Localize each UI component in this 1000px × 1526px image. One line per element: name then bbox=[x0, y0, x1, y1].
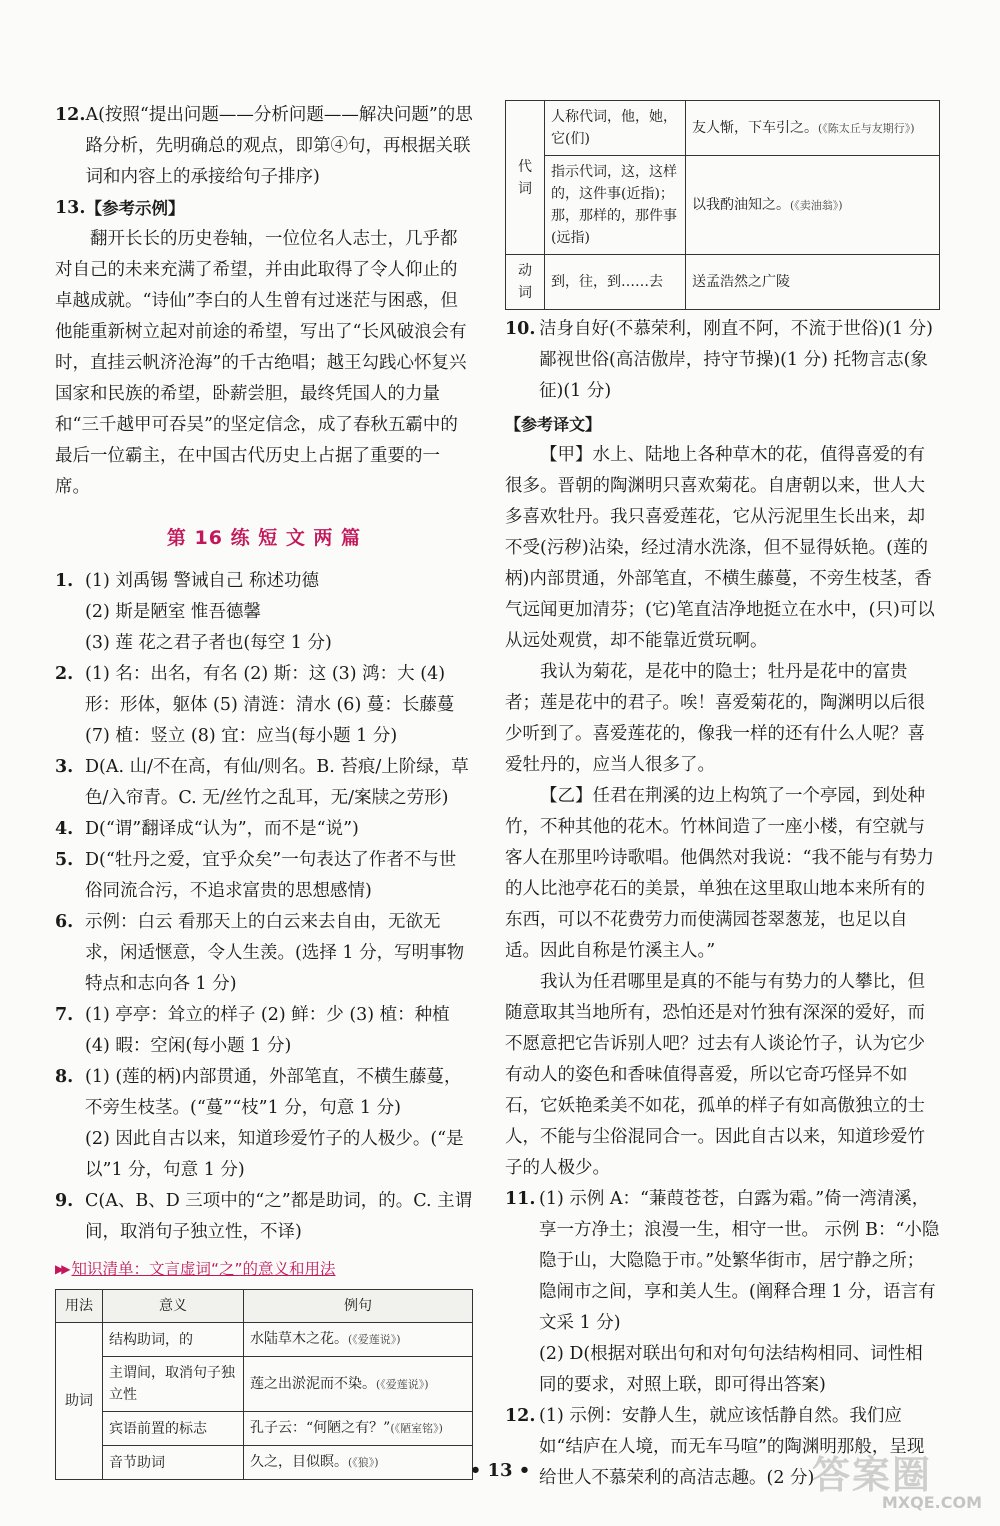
table-row bbox=[56, 1412, 473, 1446]
answer-10 bbox=[505, 314, 940, 407]
answer-number: 12. bbox=[55, 105, 86, 125]
answer-text: D(“牡丹之爱，宜乎众矣”一句表达了作者不与世俗同流合污，不追求富贵的思想感情) bbox=[85, 850, 457, 901]
answer-number: 8. bbox=[55, 1067, 74, 1087]
answer-number: 12. bbox=[505, 1406, 536, 1426]
answer-text: A(按照“提出问题——分析问题——解决问题”的思路分析，先明确总的观点，即第④句，再根据关联词和内容上的承接给句子排序) bbox=[85, 105, 473, 187]
meaning-cell: 主谓间，取消句子独立性 bbox=[103, 1357, 244, 1412]
example-cell: 水陆草木之花。(《爱莲说》) bbox=[244, 1323, 473, 1357]
double-arrow-icon: ▶▶ bbox=[55, 1262, 68, 1276]
reference-example-text: 翻开长长的历史卷轴，一位位名人志士，几乎都对自己的未来充满了希望，并由此取得了令人仰止的卓越成就。“诗仙”李白的人生曾有过迷茫与困惑，但他能重新树立起对前途的希望，写出了“长风破浪会有时，直挂云帆济沧海”的千古绝唱；越王勾践心怀复兴国家和民族的希望，卧薪尝胆，最终凭国人的力量和“三千越甲可吞吴”的坚定信念，成了春秋五霸中的最后一位霸主，在中国古代历史上占据了重要的一席。 bbox=[55, 229, 467, 497]
answer-line: (1) 亭亭：耸立的样子 (2) 鲜：少 (3) 植：种植 bbox=[85, 1005, 450, 1025]
answer-4 bbox=[55, 814, 473, 845]
example-cell: 以我酌油知之。(《卖油翁》) bbox=[686, 156, 940, 255]
left-column bbox=[55, 100, 473, 1480]
knowledge-list-label: ▶▶ 知识清单：文言虚词“之”的意义和用法 bbox=[55, 1254, 473, 1285]
meaning-cell: 人称代词，他，她，它(们) bbox=[545, 101, 686, 156]
answer-text bbox=[539, 1184, 940, 1401]
answer-number: 11. bbox=[505, 1189, 536, 1209]
answer-number: 10. bbox=[505, 319, 536, 339]
answer-8 bbox=[55, 1062, 473, 1186]
answer-line: (4) 暇：空闲(每小题 1 分) bbox=[85, 1036, 292, 1056]
answer-number: 9. bbox=[55, 1191, 74, 1211]
example-cell: 送孟浩然之广陵 bbox=[686, 255, 940, 310]
zhi-usage-table-part1 bbox=[55, 1289, 473, 1480]
table-header: 用法 bbox=[56, 1290, 103, 1323]
translation-yi: 【乙】任君在荆溪的边上构筑了一个亭园，到处种竹，不种其他的花木。竹林间造了一座小楼，有空就与客人在那里吟诗歌唱。他偶然对我说：“我不能与有势力的人比池亭花石的美景，单独在这里取山地本来所有的东西，可以不花费劳力而使满园苍翠葱茏，也足以自适。因此自称是竹溪主人。” bbox=[505, 786, 934, 961]
table-row bbox=[56, 1323, 473, 1357]
translation-yi-2: 我认为任君哪里是真的不能与有势力的人攀比，但随意取其当地所有，恐怕还是对竹独有深深的爱好，而不愿意把它告诉别人吧？过去有人谈论竹子，认为它少有动人的姿色和香味值得喜爱，所以它奇巧怪异不如石，它妖艳柔美不如花，孤单的样子有如高傲独立的士人，不能与尘俗混同合一。因此自古以来，知道珍爱竹子的人极少。 bbox=[505, 972, 925, 1178]
answer-3 bbox=[55, 752, 473, 814]
answer-line: (1) 示例 A：“蒹葭苍苍，白露为霜。”倚一湾清溪，享一方净土；浪漫一生，相守一世。 示例 B：“小隐隐于山，大隐隐于市。”处繁华街市，居宁静之所；隐闹市之间，享和美人生。(阐释合理 1 分，语言有文采 1 分) bbox=[539, 1189, 940, 1333]
answer-text: 洁身自好(不慕荣利，刚直不阿，不流于世俗)(1 分) 鄙视世俗(高洁傲岸，持守节操)(1 分) 托物言志(象征)(1 分) bbox=[539, 319, 934, 401]
answer-7 bbox=[55, 1000, 473, 1062]
meaning-cell: 到，往，到……去 bbox=[545, 255, 686, 310]
answer-text bbox=[85, 566, 473, 659]
answer-text: (1) 名：出名，有名 (2) 斯：这 (3) 鸿：大 (4) 形：形体，躯体 (5) 清涟：清水 (6) 蔓：长藤蔓 (7) 植：竖立 (8) 宜：应当(每小题 1 分) bbox=[85, 664, 455, 746]
answer-number: 13. bbox=[55, 198, 86, 218]
answer-text: C(A、B、D 三项中的“之”都是助词，的。C. 主谓间，取消句子独立性，不译) bbox=[85, 1191, 473, 1242]
usage-cell: 助词 bbox=[56, 1323, 103, 1480]
answer-text: D(“谓”翻译成“认为”，而不是“说”) bbox=[85, 819, 359, 839]
meaning-cell: 结构助词，的 bbox=[103, 1323, 244, 1357]
watermark-logo: 答案圈 MXQE.COM bbox=[812, 1453, 982, 1512]
right-column bbox=[505, 100, 940, 1494]
answer-text bbox=[85, 1000, 473, 1062]
table-header: 例句 bbox=[244, 1290, 473, 1323]
example-cell: 友人惭，下车引之。(《陈太丘与友期行》) bbox=[686, 101, 940, 156]
answer-1 bbox=[55, 566, 473, 659]
zhi-usage-table-part2 bbox=[505, 100, 940, 310]
answer-11 bbox=[505, 1184, 940, 1401]
answer-number: 5. bbox=[55, 850, 74, 870]
usage-cell: 代词 bbox=[506, 101, 545, 255]
example-cell: 孔子云：“何陋之有？”(《陋室铭》) bbox=[244, 1412, 473, 1446]
usage-cell: 动词 bbox=[506, 255, 545, 310]
answer-text: 示例：白云 看那天上的白云来去自由，无欲无求，闲适惬意，令人生羡。(选择 1 分，写明事物特点和志向各 1 分) bbox=[85, 912, 465, 994]
table-row bbox=[506, 101, 940, 156]
meaning-cell: 指示代词，这，这样的，这件事(近指)；那，那样的，那件事(远指) bbox=[545, 156, 686, 255]
answer-line: (3) 莲 花之君子者也(每空 1 分) bbox=[85, 633, 332, 653]
table-row bbox=[506, 255, 940, 310]
page-number: • 13 • bbox=[469, 1460, 531, 1481]
answer-number: 3. bbox=[55, 757, 74, 777]
answer-number: 7. bbox=[55, 1005, 74, 1025]
answer-text: D(A. 山/不在高，有仙/则名。B. 苔痕/上阶绿，草色/入帘青。C. 无/丝竹之乱耳，无/案牍之劳形) bbox=[85, 757, 469, 808]
table-row bbox=[506, 156, 940, 255]
table-header-row bbox=[56, 1290, 473, 1323]
answer-2 bbox=[55, 659, 473, 752]
answer-6 bbox=[55, 907, 473, 1000]
answer-line: (2) D(根据对联出句和对句句法结构相同、词性相同的要求，对照上联，即可得出答案) bbox=[539, 1344, 923, 1395]
reference-example-heading: 【参考示例】 bbox=[85, 199, 185, 218]
meaning-cell: 宾语前置的标志 bbox=[103, 1412, 244, 1446]
answer-13 bbox=[55, 193, 473, 224]
answer-line: (2) 因此自古以来，知道珍爱竹子的人极少。(“是以”1 分，句意 1 分) bbox=[85, 1129, 464, 1180]
example-cell: 久之，目似瞑。(《狼》) bbox=[244, 1446, 473, 1480]
answer-5 bbox=[55, 845, 473, 907]
answer-9 bbox=[55, 1186, 473, 1248]
translation-jia-2: 我认为菊花，是花中的隐士；牡丹是花中的富贵者；莲是花中的君子。唉！喜爱菊花的，陶渊明以后很少听到了。喜爱莲花的，像我一样的还有什么人呢？喜爱牡丹的，应当人很多了。 bbox=[505, 662, 925, 775]
answer-12 bbox=[55, 100, 473, 193]
answer-number: 4. bbox=[55, 819, 74, 839]
answer-number: 1. bbox=[55, 571, 74, 591]
answer-number: 6. bbox=[55, 912, 74, 932]
translation-jia: 【甲】水上、陆地上各种草木的花，值得喜爱的有很多。晋朝的陶渊明只喜欢菊花。自唐朝以来，世人大多喜欢牡丹。我只喜爱莲花，它从污泥里生长出来，却不受(污秽)沾染，经过清水洗涤，但不显得妖艳。(莲的柄)内部贯通，外部笔直，不横生藤蔓，不旁生枝茎，香气远闻更加清芬；(它)笔直洁净地挺立在水中，(只)可以从远处观赏，却不能靠近赏玩啊。 bbox=[505, 445, 935, 651]
table-header: 意义 bbox=[103, 1290, 244, 1323]
answer-line: (2) 斯是陋室 惟吾德馨 bbox=[85, 602, 261, 622]
section-title: 第 16 练 短 文 两 篇 bbox=[166, 527, 362, 549]
meaning-cell: 音节助词 bbox=[103, 1446, 244, 1480]
table-row bbox=[56, 1357, 473, 1412]
answer-line: (1) (莲的柄)内部贯通，外部笔直，不横生藤蔓，不旁生枝茎。(“蔓”“枝”1 分，句意 1 分) bbox=[85, 1067, 462, 1118]
answer-text: (1) 示例：安静人生，就应该恬静自然。我们应如“结庐在人境，而无车马喧”的陶渊明那般，呈现给世人不慕荣利的高洁志趣。(2 分) bbox=[539, 1406, 925, 1488]
answer-number: 2. bbox=[55, 664, 74, 684]
answer-text bbox=[85, 1062, 473, 1186]
example-cell: 莲之出淤泥而不染。(《爱莲说》) bbox=[244, 1357, 473, 1412]
answer-line: (1) 刘禹锡 警诫自己 称述功德 bbox=[85, 571, 319, 591]
translation-heading: 【参考译文】 bbox=[505, 415, 602, 434]
